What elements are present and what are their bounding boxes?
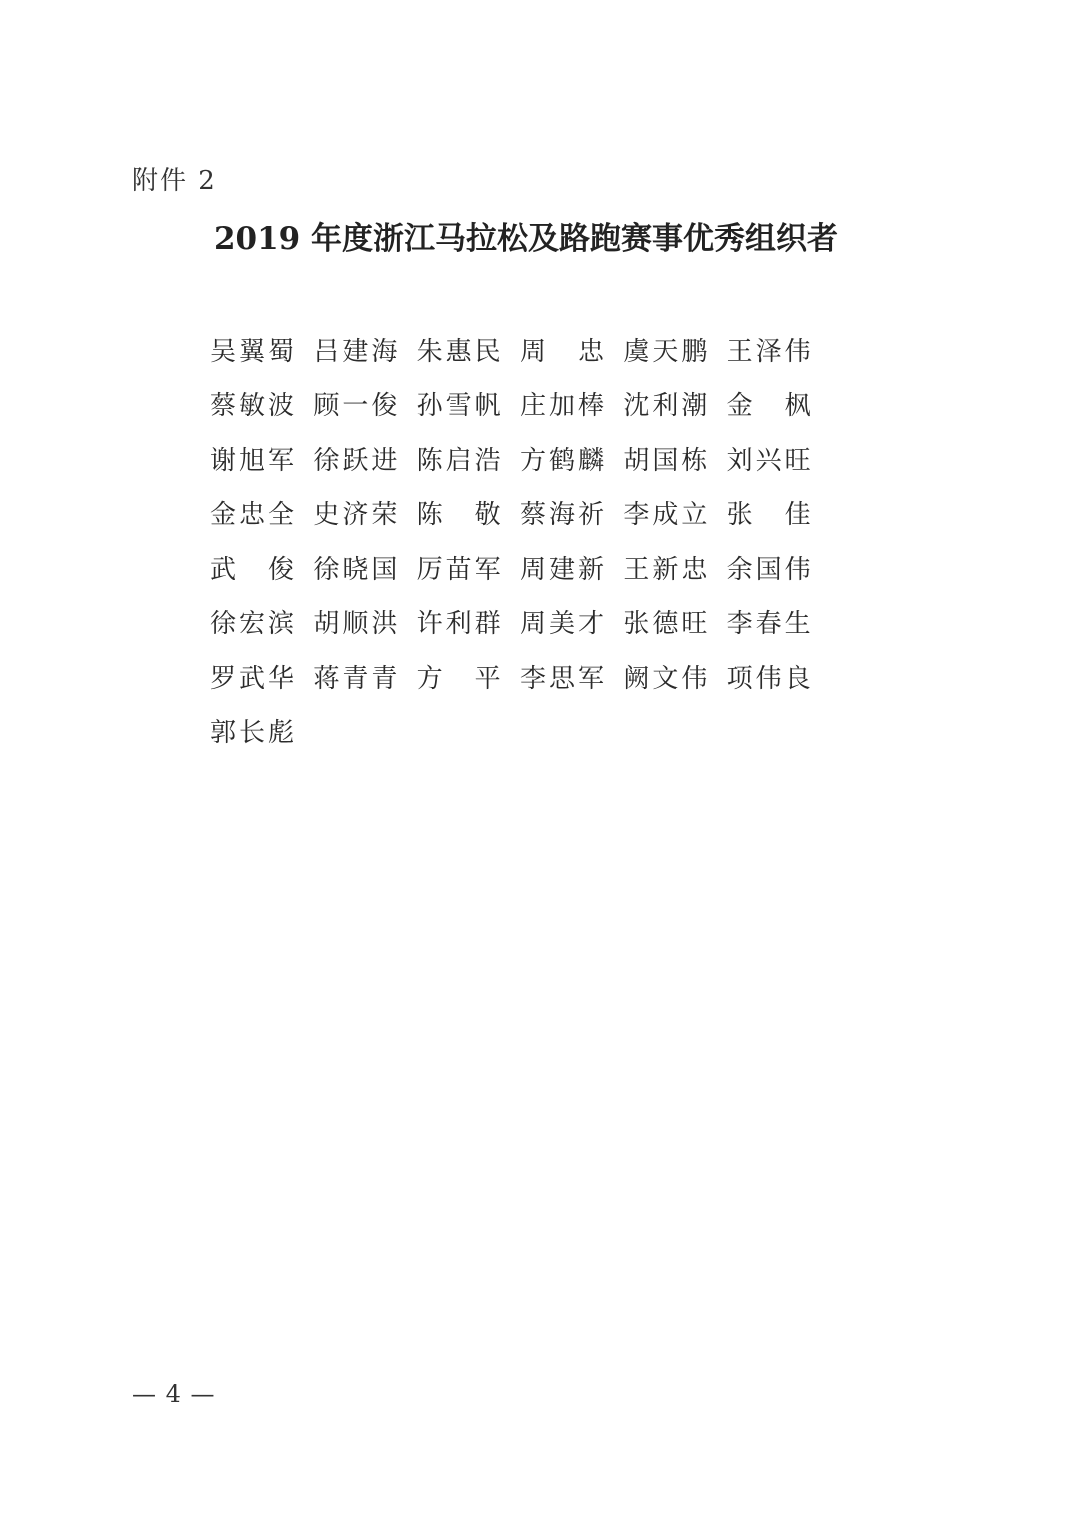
name-entry: 金 枫: [726, 391, 814, 422]
name-row: [210, 595, 830, 650]
name-entry: 郭长彪: [210, 718, 298, 749]
name-entry: 徐跃进: [313, 445, 401, 476]
name-row: [210, 377, 830, 432]
name-entry: 阙文伟: [623, 663, 711, 694]
document-title: 2019 年度浙江马拉松及路跑赛事优秀组织者: [213, 221, 839, 257]
name-entry: 周美才: [519, 609, 607, 640]
name-entry: 周建新: [519, 554, 607, 585]
name-entry: 方鹤麟: [519, 445, 607, 476]
name-entry: 李成立: [623, 500, 711, 531]
name-row: [210, 431, 830, 486]
name-entry: 朱惠民: [416, 336, 504, 367]
name-entry: 虞天鹏: [623, 336, 711, 367]
name-entry: 厉苗军: [416, 554, 504, 585]
name-entry: 武 俊: [210, 554, 298, 585]
name-entry: 胡顺洪: [313, 609, 401, 640]
name-row: [210, 540, 830, 595]
name-entry: 顾一俊: [313, 391, 401, 422]
page-number: — 4 —: [132, 1380, 216, 1408]
name-entry: 张德旺: [623, 609, 711, 640]
name-entry: 徐宏滨: [210, 609, 298, 640]
name-entry: 方 平: [416, 663, 504, 694]
name-entry: 金忠全: [210, 500, 298, 531]
name-entry: 蔡海祈: [519, 500, 607, 531]
name-entry: 李思军: [519, 663, 607, 694]
name-entry: 刘兴旺: [726, 445, 814, 476]
name-entry: 余国伟: [726, 554, 814, 585]
name-entry: 史济荣: [313, 500, 401, 531]
name-entry: 李春生: [726, 609, 814, 640]
name-entry: 张 佳: [726, 500, 814, 531]
attachment-label: 附件 2: [132, 166, 217, 196]
name-row: [210, 649, 830, 704]
name-entry: 陈启浩: [416, 445, 504, 476]
name-row: [210, 704, 830, 759]
name-entry: 蒋青青: [313, 663, 401, 694]
name-entry: 许利群: [416, 609, 504, 640]
name-entry: 王泽伟: [726, 336, 814, 367]
name-entry: 吕建海: [313, 336, 401, 367]
name-entry: 陈 敬: [416, 500, 504, 531]
name-entry: 周 忠: [519, 336, 607, 367]
name-entry: 孙雪帆: [416, 391, 504, 422]
name-row: [210, 486, 830, 541]
name-entry: 胡国栋: [623, 445, 711, 476]
name-entry: 沈利潮: [623, 391, 711, 422]
name-entry: 徐晓国: [313, 554, 401, 585]
name-row: [210, 322, 830, 377]
name-entry: 谢旭军: [210, 445, 298, 476]
name-entry: 项伟良: [726, 663, 814, 694]
name-list: [210, 322, 830, 758]
name-entry: 吴翼蜀: [210, 336, 298, 367]
name-entry: 罗武华: [210, 663, 298, 694]
name-entry: 蔡敏波: [210, 391, 298, 422]
name-entry: 王新忠: [623, 554, 711, 585]
name-entry: 庄加棒: [519, 391, 607, 422]
